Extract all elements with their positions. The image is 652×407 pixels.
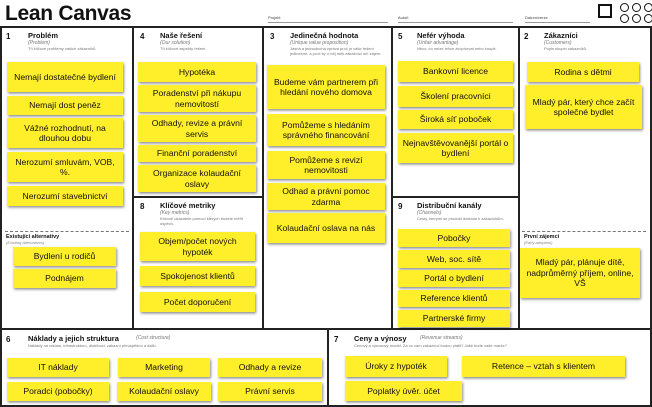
sticky-note[interactable]: Kolaudační oslava na nás bbox=[267, 213, 385, 243]
project-field[interactable] bbox=[268, 22, 388, 23]
sticky-note[interactable]: IT náklady bbox=[7, 358, 109, 377]
sticky-note[interactable]: Nemají dostatečné bydlení bbox=[7, 62, 123, 92]
canvas-left-border bbox=[0, 26, 2, 407]
panel-subtitle: (Customers) bbox=[544, 40, 572, 46]
divider bbox=[391, 26, 393, 328]
dashed-separator bbox=[522, 231, 646, 232]
sticky-note[interactable]: Podnájem bbox=[13, 269, 116, 288]
panel-description: Cesty, kterými se produkt dostane k zákazníkům. bbox=[417, 216, 504, 221]
author-label: Autoři bbox=[398, 15, 409, 20]
sticky-note[interactable]: Poplatky úvěr. účet bbox=[345, 381, 462, 401]
panel-subtitle: (Revenue streams) bbox=[420, 335, 463, 341]
panel-title: Náklady a jejich struktura bbox=[28, 334, 119, 343]
page-title: Lean Canvas bbox=[5, 2, 132, 25]
panel-description: Cenový a výnosový model. Za co vám zákazníci budou platit? Jaké bude vaše marže? bbox=[354, 343, 507, 348]
panel-number: 9 bbox=[398, 202, 403, 211]
panel-description: Náklady na reklam, infrastrukturu, distribuci, zákazní přeúspěšno a další. bbox=[28, 343, 157, 348]
panel-title: Distribuční kanály bbox=[417, 201, 482, 210]
panel-description: Něco, co nelze lehce zkopírovat nebo koupit. bbox=[417, 46, 497, 51]
panel-subtitle: (Unfair advantage) bbox=[417, 40, 459, 46]
project-label: Projekt bbox=[268, 15, 281, 20]
sticky-note[interactable]: Objem/počet nových hypoték bbox=[140, 232, 255, 261]
panel-title: Klíčové metriky bbox=[160, 201, 216, 210]
panel-description: Popis skupin zákazníků. bbox=[544, 46, 587, 51]
sticky-note[interactable]: Nerozumí stavebnictví bbox=[7, 186, 123, 206]
sticky-note[interactable]: Retence – vztah s klientem bbox=[462, 356, 625, 377]
section-title: Existující alternativy bbox=[6, 234, 60, 240]
logo-square-icon bbox=[598, 4, 612, 18]
sticky-note[interactable]: Pobočky bbox=[398, 229, 510, 247]
panel-description: Klíčové ukazatele pomocí kterých budete měřit úspěch. bbox=[160, 216, 243, 226]
dashed-separator bbox=[5, 231, 129, 232]
panel-number: 7 bbox=[334, 335, 339, 344]
sticky-note[interactable]: Mladý pár, plánuje dítě, nadprůměrný příjem, online, VŠ bbox=[520, 248, 640, 298]
section-title: První zájemci bbox=[524, 234, 560, 240]
sticky-note[interactable]: Reference klientů bbox=[398, 290, 510, 307]
author-field[interactable] bbox=[398, 22, 513, 23]
sticky-note[interactable]: Hypotéka bbox=[138, 62, 256, 82]
sticky-note[interactable]: Marketing bbox=[118, 358, 210, 377]
sticky-note[interactable]: Nejnavštěvovanější portál o bydlení bbox=[398, 133, 513, 163]
panel-title: Jedinečná hodnota bbox=[290, 31, 359, 40]
sticky-note[interactable]: Partnerské firmy bbox=[398, 310, 510, 327]
logo-circle-icon bbox=[632, 3, 641, 12]
panel-title: Ceny a výnosy bbox=[354, 334, 407, 343]
panel-title: Zákazníci bbox=[544, 31, 578, 40]
sticky-note[interactable]: Odhady a revize bbox=[218, 358, 322, 377]
sticky-note[interactable]: Bankovní licence bbox=[398, 61, 513, 82]
panel-number: 1 bbox=[6, 32, 11, 41]
panel-number: 8 bbox=[140, 202, 145, 211]
panel-title: Naše řešení bbox=[160, 31, 203, 40]
panel-number: 4 bbox=[140, 32, 145, 41]
logo-circle-icon bbox=[620, 14, 629, 23]
date-label: Datum/verze bbox=[525, 15, 548, 20]
date-field[interactable] bbox=[525, 22, 590, 23]
sticky-note[interactable]: Vážné rozhodnutí, na dlouhou dobu bbox=[7, 118, 123, 148]
canvas-middle-border bbox=[0, 328, 652, 330]
panel-description: Tři klíčové problémy vašich zákazníků. bbox=[28, 46, 97, 51]
sticky-note[interactable]: Spokojenost klientů bbox=[140, 266, 255, 286]
divider bbox=[262, 26, 264, 328]
section-subtitle: (Early adopters) bbox=[524, 240, 553, 245]
sticky-note[interactable]: Mladý pár, který chce začít společné bydlet bbox=[525, 85, 642, 129]
sticky-note[interactable]: Organizace kolaudační oslavy bbox=[138, 165, 256, 192]
section-subtitle: (Existing alternatives) bbox=[6, 240, 45, 245]
panel-description: Jasná a jednoduchá zpráva proč je váše řešení jedinečné, a proč by o něj měli zákazníci mít zájem. bbox=[290, 46, 382, 56]
logo-circle-icon bbox=[620, 3, 629, 12]
sticky-note[interactable]: Školení pracovníci bbox=[398, 86, 513, 107]
panel-number: 3 bbox=[270, 32, 275, 41]
sticky-note[interactable]: Široká síť poboček bbox=[398, 110, 513, 129]
divider bbox=[393, 196, 518, 198]
sticky-note[interactable]: Nerozumí smluvám, VOB, %. bbox=[7, 152, 123, 182]
sticky-note[interactable]: Odhady, revize a právní servis bbox=[138, 115, 256, 142]
divider bbox=[327, 330, 329, 405]
panel-subtitle: (Problem) bbox=[28, 40, 50, 46]
sticky-note[interactable]: Odhad a právní pomoc zdarma bbox=[267, 183, 385, 210]
logo-circle-icon bbox=[644, 3, 652, 12]
panel-subtitle: (Our solution) bbox=[160, 40, 191, 46]
sticky-note[interactable]: Poradenství při nákupu nemovitostí bbox=[138, 85, 256, 112]
panel-subtitle: (Cost structure) bbox=[136, 335, 171, 341]
panel-title: Problém bbox=[28, 31, 59, 40]
panel-subtitle: (Channels) bbox=[417, 210, 442, 216]
logo-circle-icon bbox=[632, 14, 641, 23]
sticky-note[interactable]: Budeme vám partnerem při hledání nového domova bbox=[267, 65, 385, 109]
sticky-note[interactable]: Bydlení u rodičů bbox=[13, 247, 116, 266]
panel-number: 6 bbox=[6, 335, 11, 344]
sticky-note[interactable]: Kolaudační oslavy bbox=[117, 382, 211, 401]
sticky-note[interactable]: Právní servis bbox=[218, 382, 322, 401]
panel-description: Tři klíčové aspekty řešení. bbox=[160, 46, 207, 51]
sticky-note[interactable]: Finanční poradenství bbox=[138, 145, 256, 162]
sticky-note[interactable]: Pomůžeme s hledáním správného financování bbox=[267, 114, 385, 146]
divider bbox=[132, 26, 134, 328]
panel-number: 5 bbox=[398, 32, 403, 41]
sticky-note[interactable]: Portál o bydlení bbox=[398, 270, 510, 287]
sticky-note[interactable]: Rodina s dětmi bbox=[527, 62, 639, 82]
sticky-note[interactable]: Pomůžeme s revizí nemovitosti bbox=[267, 151, 385, 179]
logo-circle-icon bbox=[644, 14, 652, 23]
canvas-top-border bbox=[0, 26, 652, 28]
divider bbox=[134, 196, 262, 198]
panel-number: 2 bbox=[524, 32, 529, 41]
sticky-note[interactable]: Počet doporučení bbox=[140, 292, 255, 312]
sticky-note[interactable]: Nemají dost peněz bbox=[7, 96, 123, 115]
sticky-note[interactable]: Poradci (pobočky) bbox=[7, 382, 109, 401]
panel-subtitle: (Key metrics) bbox=[160, 210, 190, 216]
panel-subtitle: (Unique value proposition) bbox=[290, 40, 349, 46]
sticky-note[interactable]: Úroky z hypoték bbox=[345, 356, 447, 377]
panel-title: Nefér výhoda bbox=[417, 31, 465, 40]
sticky-note[interactable]: Web, soc. sítě bbox=[398, 250, 510, 268]
